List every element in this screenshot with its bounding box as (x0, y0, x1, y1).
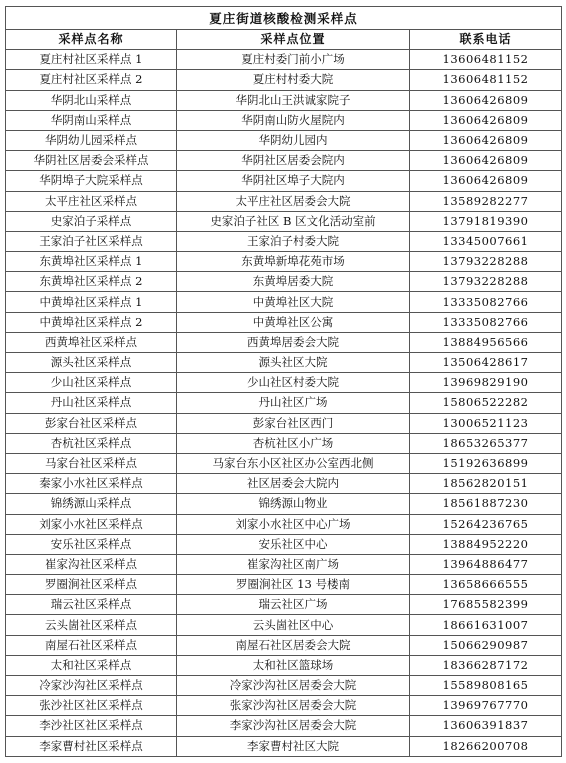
cell-site-location: 史家泊子社区 B 区文化活动室前 (177, 211, 410, 231)
cell-site-name: 李沙社区社区采样点 (6, 716, 177, 736)
cell-phone: 13606426809 (410, 110, 562, 130)
column-header-location: 采样点位置 (177, 30, 410, 50)
cell-site-location: 东黄埠新埠花苑市场 (177, 252, 410, 272)
cell-phone: 13793228288 (410, 272, 562, 292)
cell-site-location: 丹山社区广场 (177, 393, 410, 413)
cell-phone: 13506428617 (410, 353, 562, 373)
cell-site-location: 李家曹村社区大院 (177, 736, 410, 756)
table-row (6, 272, 562, 292)
cell-site-name: 刘家小水社区采样点 (6, 514, 177, 534)
cell-phone: 13606426809 (410, 151, 562, 171)
cell-site-name: 彭家台社区采样点 (6, 413, 177, 433)
cell-site-name: 华阴北山采样点 (6, 90, 177, 110)
cell-site-location: 源头社区大院 (177, 353, 410, 373)
cell-phone: 15264236765 (410, 514, 562, 534)
cell-phone: 17685582399 (410, 595, 562, 615)
table-row (6, 151, 562, 171)
table-row (6, 554, 562, 574)
table-row (6, 332, 562, 352)
table-row (6, 413, 562, 433)
cell-phone: 15589808165 (410, 676, 562, 696)
cell-site-name: 华阴幼儿园采样点 (6, 130, 177, 150)
cell-site-location: 李家沙沟社区居委会大院 (177, 716, 410, 736)
table-row (6, 211, 562, 231)
cell-phone: 13606426809 (410, 130, 562, 150)
cell-phone: 13345007661 (410, 231, 562, 251)
cell-site-location: 夏庄村委门前小广场 (177, 50, 410, 70)
table-body (6, 50, 562, 757)
table-row (6, 252, 562, 272)
cell-phone: 13969767770 (410, 696, 562, 716)
cell-site-name: 少山社区采样点 (6, 373, 177, 393)
table-row (6, 292, 562, 312)
cell-site-name: 马家台社区采样点 (6, 453, 177, 473)
table-row (6, 474, 562, 494)
cell-site-location: 彭家台社区西门 (177, 413, 410, 433)
cell-phone: 15192636899 (410, 453, 562, 473)
cell-site-name: 夏庄村社区采样点 2 (6, 70, 177, 90)
cell-site-location: 云头崮社区中心 (177, 615, 410, 635)
cell-phone: 13606481152 (410, 70, 562, 90)
cell-site-name: 西黄埠社区采样点 (6, 332, 177, 352)
table-row (6, 373, 562, 393)
cell-site-name: 华阴埠子大院采样点 (6, 171, 177, 191)
cell-site-name: 南屋石社区采样点 (6, 635, 177, 655)
cell-site-name: 崔家沟社区采样点 (6, 554, 177, 574)
cell-site-name: 夏庄村社区采样点 1 (6, 50, 177, 70)
table-row (6, 595, 562, 615)
title-row (6, 7, 562, 30)
cell-phone: 18653265377 (410, 433, 562, 453)
cell-phone: 18561887230 (410, 494, 562, 514)
cell-site-location: 锦绣源山物业 (177, 494, 410, 514)
cell-phone: 13335082766 (410, 292, 562, 312)
table-row (6, 50, 562, 70)
cell-site-location: 华阴北山王洪诚家院子 (177, 90, 410, 110)
header-row (6, 30, 562, 50)
cell-site-name: 丹山社区采样点 (6, 393, 177, 413)
table-title: 夏庄街道核酸检测采样点 (6, 7, 562, 30)
cell-site-name: 王家泊子社区采样点 (6, 231, 177, 251)
cell-phone: 15806522282 (410, 393, 562, 413)
table-row (6, 716, 562, 736)
cell-phone: 18266200708 (410, 736, 562, 756)
cell-site-name: 冷家沙沟社区采样点 (6, 676, 177, 696)
cell-site-location: 华阴社区埠子大院内 (177, 171, 410, 191)
column-header-phone: 联系电话 (410, 30, 562, 50)
cell-phone: 13964886477 (410, 554, 562, 574)
cell-phone: 18562820151 (410, 474, 562, 494)
cell-site-location: 中黄埠社区公寓 (177, 312, 410, 332)
cell-site-location: 东黄埠居委大院 (177, 272, 410, 292)
cell-phone: 13884952220 (410, 534, 562, 554)
cell-site-name: 罗圈涧社区采样点 (6, 575, 177, 595)
cell-site-location: 社区居委会大院内 (177, 474, 410, 494)
cell-site-location: 马家台东小区社区办公室西北侧 (177, 453, 410, 473)
cell-site-location: 夏庄村村委大院 (177, 70, 410, 90)
cell-phone: 15066290987 (410, 635, 562, 655)
cell-site-name: 源头社区采样点 (6, 353, 177, 373)
cell-site-location: 刘家小水社区中心广场 (177, 514, 410, 534)
cell-site-location: 少山社区村委大院 (177, 373, 410, 393)
cell-site-location: 华阴幼儿园内 (177, 130, 410, 150)
cell-site-location: 王家泊子村委大院 (177, 231, 410, 251)
cell-site-location: 罗圈涧社区 13 号楼南 (177, 575, 410, 595)
table-row (6, 171, 562, 191)
cell-site-name: 秦家小水社区采样点 (6, 474, 177, 494)
table-row (6, 655, 562, 675)
table-row (6, 676, 562, 696)
cell-phone: 13606426809 (410, 171, 562, 191)
table-row (6, 231, 562, 251)
table-row (6, 635, 562, 655)
cell-site-name: 东黄埠社区采样点 1 (6, 252, 177, 272)
table-row (6, 130, 562, 150)
cell-phone: 13793228288 (410, 252, 562, 272)
cell-site-location: 太和社区篮球场 (177, 655, 410, 675)
cell-site-name: 中黄埠社区采样点 1 (6, 292, 177, 312)
cell-site-name: 杏杭社区采样点 (6, 433, 177, 453)
table-row (6, 453, 562, 473)
table-row (6, 575, 562, 595)
cell-site-name: 锦绣源山采样点 (6, 494, 177, 514)
cell-phone: 13969829190 (410, 373, 562, 393)
cell-site-name: 华阴南山采样点 (6, 110, 177, 130)
cell-phone: 13606391837 (410, 716, 562, 736)
table-row (6, 353, 562, 373)
cell-site-name: 史家泊子采样点 (6, 211, 177, 231)
cell-phone: 13791819390 (410, 211, 562, 231)
table-row (6, 433, 562, 453)
cell-site-name: 张沙社区社区采样点 (6, 696, 177, 716)
cell-site-name: 瑞云社区采样点 (6, 595, 177, 615)
table-row (6, 696, 562, 716)
cell-site-location: 华阴社区居委会院内 (177, 151, 410, 171)
cell-phone: 13006521123 (410, 413, 562, 433)
cell-site-name: 李家曹村社区采样点 (6, 736, 177, 756)
cell-site-location: 瑞云社区广场 (177, 595, 410, 615)
cell-site-name: 中黄埠社区采样点 2 (6, 312, 177, 332)
cell-site-location: 华阴南山防火屋院内 (177, 110, 410, 130)
cell-site-location: 崔家沟社区南广场 (177, 554, 410, 574)
cell-site-name: 太平庄社区采样点 (6, 191, 177, 211)
table-row (6, 312, 562, 332)
cell-phone: 13606481152 (410, 50, 562, 70)
cell-site-location: 张家沙沟社区居委会大院 (177, 696, 410, 716)
cell-phone: 13884956566 (410, 332, 562, 352)
table-row (6, 191, 562, 211)
cell-site-name: 华阴社区居委会采样点 (6, 151, 177, 171)
column-header-name: 采样点名称 (6, 30, 177, 50)
cell-site-location: 西黄埠居委会大院 (177, 332, 410, 352)
cell-site-location: 冷家沙沟社区居委会大院 (177, 676, 410, 696)
table-row (6, 90, 562, 110)
cell-site-location: 杏杭社区小广场 (177, 433, 410, 453)
cell-site-location: 太平庄社区居委会大院 (177, 191, 410, 211)
cell-site-location: 中黄埠社区大院 (177, 292, 410, 312)
table-row (6, 534, 562, 554)
cell-site-name: 太和社区采样点 (6, 655, 177, 675)
table-row (6, 110, 562, 130)
table-row (6, 393, 562, 413)
table-row (6, 615, 562, 635)
table-row (6, 736, 562, 756)
cell-site-name: 云头崮社区采样点 (6, 615, 177, 635)
cell-phone: 18366287172 (410, 655, 562, 675)
cell-phone: 13658666555 (410, 575, 562, 595)
cell-site-name: 东黄埠社区采样点 2 (6, 272, 177, 292)
cell-site-location: 安乐社区中心 (177, 534, 410, 554)
table-row (6, 70, 562, 90)
cell-phone: 13589282277 (410, 191, 562, 211)
table-row (6, 514, 562, 534)
cell-phone: 18661631007 (410, 615, 562, 635)
cell-phone: 13335082766 (410, 312, 562, 332)
cell-site-location: 南屋石社区居委会大院 (177, 635, 410, 655)
sampling-points-table (5, 6, 562, 757)
table-row (6, 494, 562, 514)
cell-phone: 13606426809 (410, 90, 562, 110)
cell-site-name: 安乐社区采样点 (6, 534, 177, 554)
